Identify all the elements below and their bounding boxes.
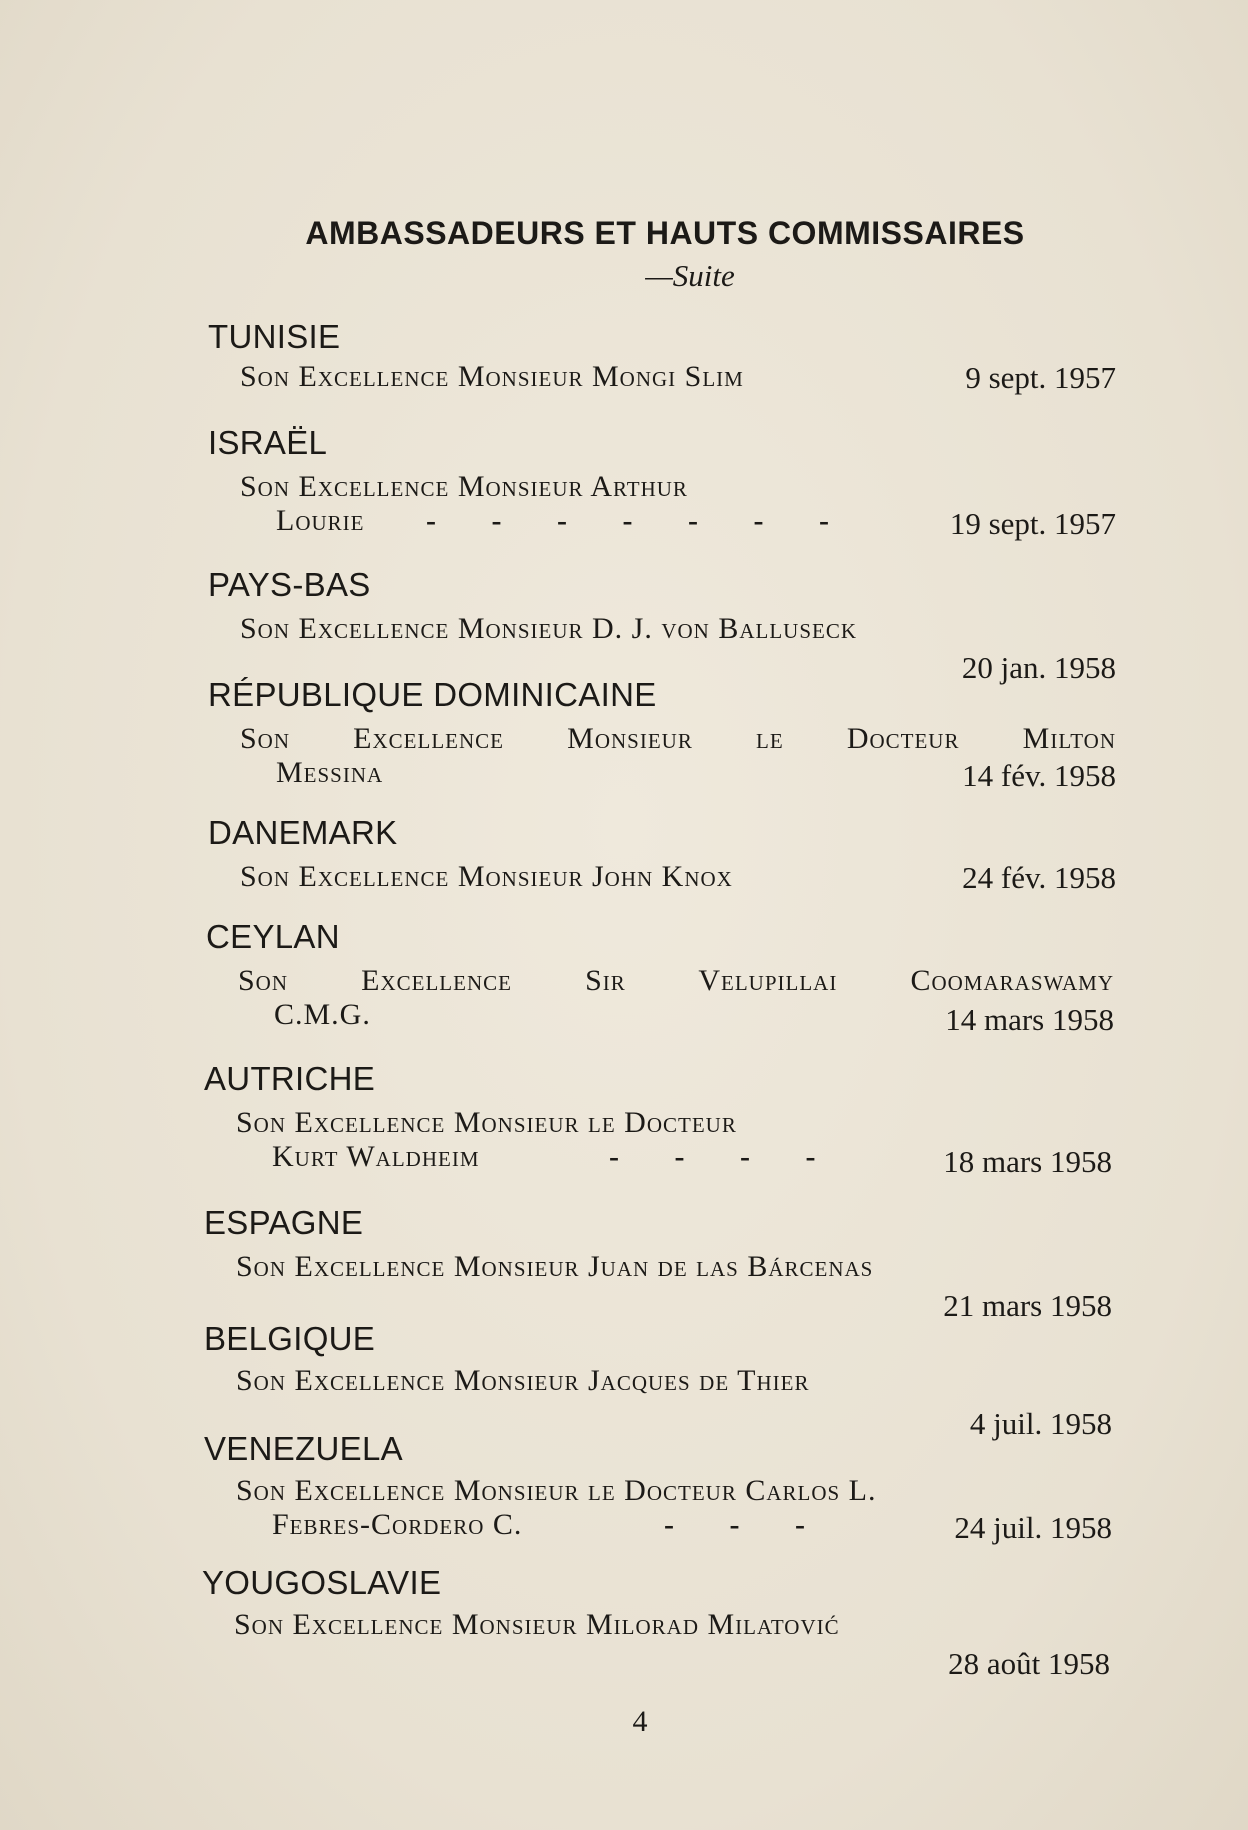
leader-dashes: - - - (664, 1508, 829, 1541)
country-name: PAYS-BAS (208, 566, 371, 603)
country-name: AUTRICHE (204, 1060, 376, 1097)
country-name: BELGIQUE (204, 1320, 376, 1357)
envoy-name: Son Excellence Monsieur John Knox (240, 860, 733, 893)
envoy-name: Son Excellence Monsieur le Docteur Milton (240, 722, 1116, 755)
entry-espagne (204, 1204, 1112, 1324)
country-name: TUNISIE (208, 318, 341, 355)
envoy-name-continued: Kurt Waldheim (272, 1140, 480, 1173)
entry-yougoslavie (202, 1564, 1110, 1684)
entry-belgique (204, 1320, 1112, 1440)
envoy-name-continued: C.M.G. (274, 998, 371, 1031)
page-number: 4 (632, 1705, 648, 1738)
country-name: DANEMARK (208, 814, 398, 851)
entry-tunisie (208, 318, 1116, 408)
envoy-name: Son Excellence Monsieur Arthur (240, 470, 688, 503)
country-name: VENEZUELA (204, 1430, 403, 1467)
envoy-name: Son Excellence Monsieur Mongi Slim (240, 360, 744, 393)
appointment-date: 9 sept. 1957 (965, 360, 1116, 395)
leader-dashes: - - - - - - - (426, 504, 853, 537)
envoy-name-continued: Febres-Cordero C. (272, 1508, 523, 1541)
appointment-date: 21 mars 1958 (943, 1288, 1112, 1323)
appointment-date: 24 juil. 1958 (954, 1510, 1112, 1545)
country-name: YOUGOSLAVIE (202, 1564, 442, 1601)
leader-dashes: - - - - (609, 1140, 840, 1173)
envoy-name: Son Excellence Monsieur Jacques de Thier (236, 1364, 810, 1397)
envoy-name: Son Excellence Monsieur le Docteur (236, 1106, 737, 1139)
appointment-date: 14 fév. 1958 (962, 758, 1116, 793)
page-subtitle: —Suite (645, 258, 735, 293)
entry-autriche (204, 1060, 1112, 1180)
envoy-name-continued: Lourie (276, 504, 365, 537)
envoy-name: Son Excellence Monsieur Milorad Milatović (234, 1608, 840, 1641)
appointment-date: 18 mars 1958 (943, 1144, 1112, 1179)
country-name: RÉPUBLIQUE DOMINICAINE (208, 676, 657, 713)
entry-republique-dominicaine (208, 676, 1116, 796)
country-name: ISRAËL (208, 424, 328, 461)
page-title: AMBASSADEURS ET HAUTS COMMISSAIRES (305, 215, 1025, 251)
entry-israel (208, 424, 1116, 544)
entry-danemark (208, 814, 1116, 904)
country-name: CEYLAN (206, 918, 340, 955)
appointment-date: 28 août 1958 (948, 1646, 1110, 1681)
envoy-name: Son Excellence Monsieur Juan de las Bárcenas (236, 1250, 874, 1283)
country-name: ESPAGNE (204, 1204, 364, 1241)
envoy-name: Son Excellence Monsieur le Docteur Carlos L. (236, 1474, 877, 1507)
entry-ceylan (206, 918, 1114, 1038)
envoy-name-continued: Messina (276, 756, 384, 789)
appointment-date: 19 sept. 1957 (949, 506, 1116, 541)
appointment-date: 20 jan. 1958 (961, 650, 1116, 685)
envoy-name: Son Excellence Sir Velupillai Coomaraswamy (238, 964, 1114, 997)
appointment-date: 24 fév. 1958 (962, 860, 1116, 895)
entry-venezuela (204, 1430, 1112, 1550)
envoy-name: Son Excellence Monsieur D. J. von Balluseck (240, 612, 858, 645)
appointment-date: 14 mars 1958 (945, 1002, 1114, 1037)
entry-pays-bas (208, 566, 1116, 686)
appointment-date: 4 juil. 1958 (969, 1406, 1112, 1441)
